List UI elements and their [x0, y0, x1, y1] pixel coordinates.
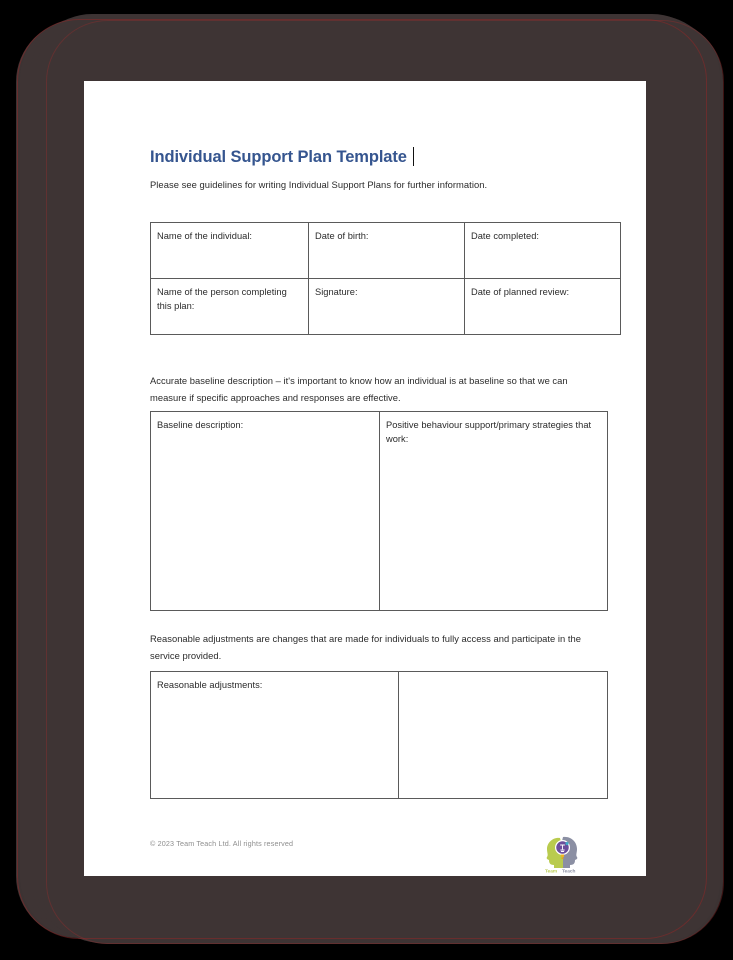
- table-row: [151, 279, 621, 335]
- baseline-paragraph: Accurate baseline description – it's important to know how an individual is at baseline so that we can measure if specific approaches and responses are effective.: [150, 375, 568, 403]
- cell-reasonable-adjustments[interactable]: Reasonable adjustments:: [151, 672, 399, 799]
- cell-signature[interactable]: Signature:: [309, 279, 465, 335]
- identity-table: [150, 222, 621, 335]
- cell-name-of-individual[interactable]: Name of the individual:: [151, 223, 309, 279]
- page-title-text: Individual Support Plan Template: [150, 148, 407, 166]
- cell-baseline-description[interactable]: Baseline description:: [151, 412, 380, 611]
- svg-text:Teach: Teach: [562, 869, 576, 874]
- cell-reasonable-adjustments-blank[interactable]: [399, 672, 608, 799]
- document-page: [84, 81, 646, 876]
- page-title: [150, 147, 414, 167]
- text-cursor: [413, 147, 414, 166]
- team-teach-logo: [540, 832, 584, 874]
- copyright-text: © 2023 Team Teach Ltd. All rights reserved: [150, 839, 294, 848]
- table-row: [151, 412, 608, 611]
- baseline-table: [150, 411, 608, 611]
- adjustments-table: [150, 671, 608, 799]
- page-footer: [150, 835, 581, 877]
- cell-date-of-birth[interactable]: Date of birth:: [309, 223, 465, 279]
- cell-positive-behaviour-support[interactable]: Positive behaviour support/primary strategies that work:: [380, 412, 608, 611]
- intro-text: Please see guidelines for writing Individual Support Plans for further information.: [150, 179, 488, 190]
- cell-name-of-person-completing[interactable]: Name of the person completing this plan:: [151, 279, 309, 335]
- svg-text:Team: Team: [545, 869, 558, 874]
- table-row: [151, 672, 608, 799]
- table-row: [151, 223, 621, 279]
- adjustments-paragraph: Reasonable adjustments are changes that are made for individuals to fully access and participate in the service provided.: [150, 633, 581, 661]
- cell-date-of-planned-review[interactable]: Date of planned review:: [465, 279, 621, 335]
- cell-date-completed[interactable]: Date completed:: [465, 223, 621, 279]
